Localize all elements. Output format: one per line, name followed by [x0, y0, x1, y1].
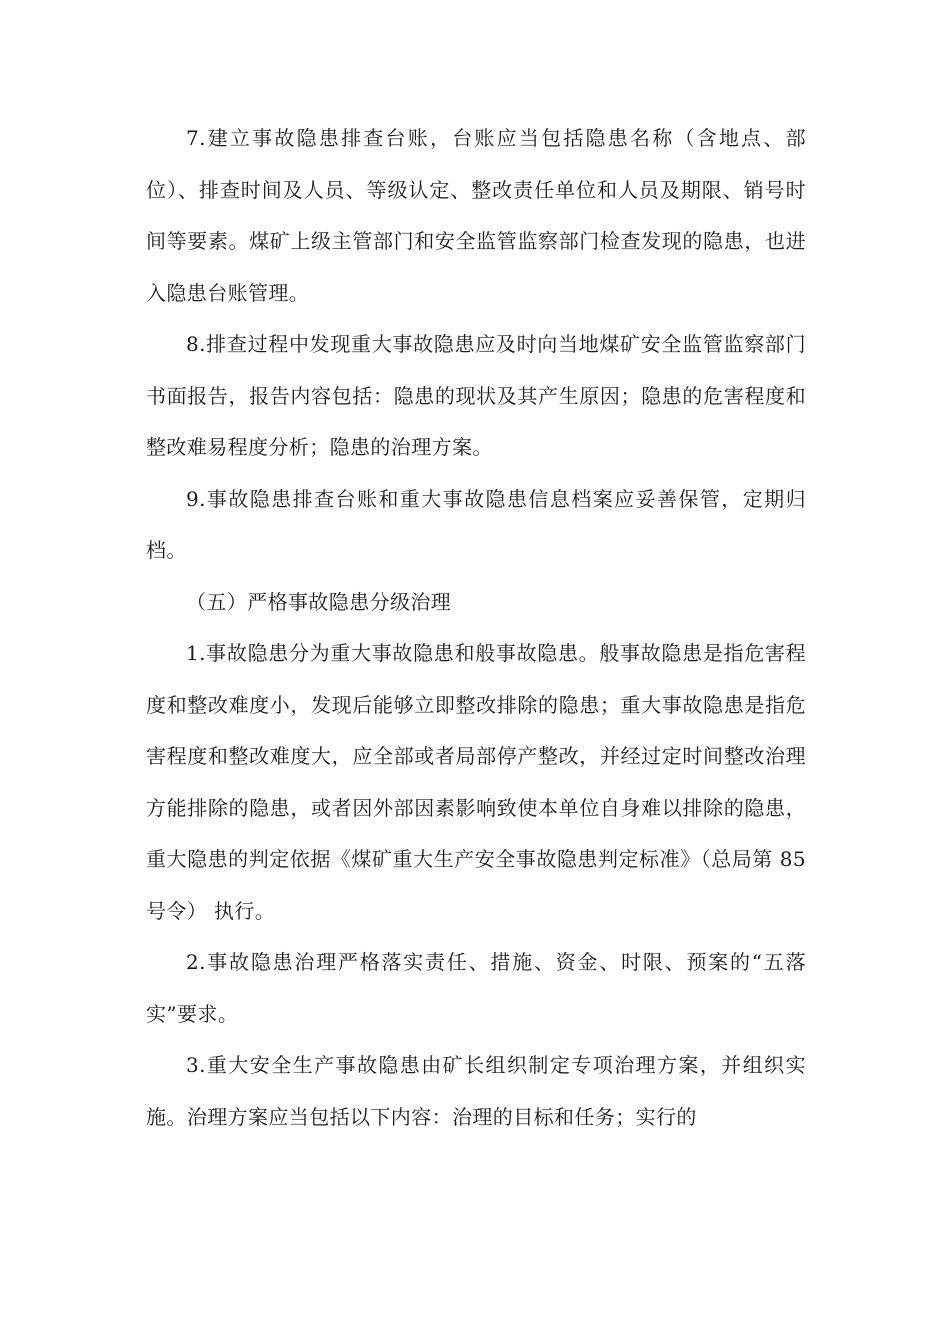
paragraph-item-2-five-implementations: 2.事故隐患治理严格落实责任、措施、资金、时限、预案的“五落实”要求。 — [146, 950, 806, 1026]
paragraph-item-8-report: 8.排查过程中发现重大事故隐患应及时向当地煤矿安全监管监察部门书面报告，报告内容包括：隐患的现状及其产生原因；隐患的危害程度和整改难易程度分析；隐患的治理方案。 — [146, 332, 806, 459]
paragraph-item-7-ledger: 7.建立事故隐患排查台账，台账应当包括隐患名称（含地点、部位）、排查时间及人员、等级认定、整改责任单位和人员及期限、销号时间等要素。煤矿上级主管部门和安全监管监察部门检查发现的隐患，也进入隐患台账管理。 — [146, 126, 806, 305]
paragraph-item-9-archive: 9.事故隐患排查台账和重大事故隐患信息档案应妥善保管，定期归档。 — [146, 486, 806, 562]
paragraph-item-3-treatment-plan: 3.重大安全生产事故隐患由矿长组织制定专项治理方案，并组织实施。治理方案应当包括以下内容：治理的目标和任务；实行的 — [146, 1053, 806, 1129]
paragraph-item-1-classification: 1.事故隐患分为重大事故隐患和般事故隐患。般事故隐患是指危害程度和整改难度小，发现后能够立即整改排除的隐患；重大事故隐患是指危害程度和整改难度大，应全部或者局部停产整改，并经过定时间整改治理方能排除的隐患，或者因外部因素影响致使本单位自身难以排除的隐患，重大隐患的判定依据《煤矿重大生产安全事故隐患判定标准》（总局第 85 号令） 执行。 — [146, 641, 806, 923]
document-body — [146, 113, 806, 1143]
section-heading-5: （五）严格事故隐患分级治理 — [186, 589, 452, 614]
